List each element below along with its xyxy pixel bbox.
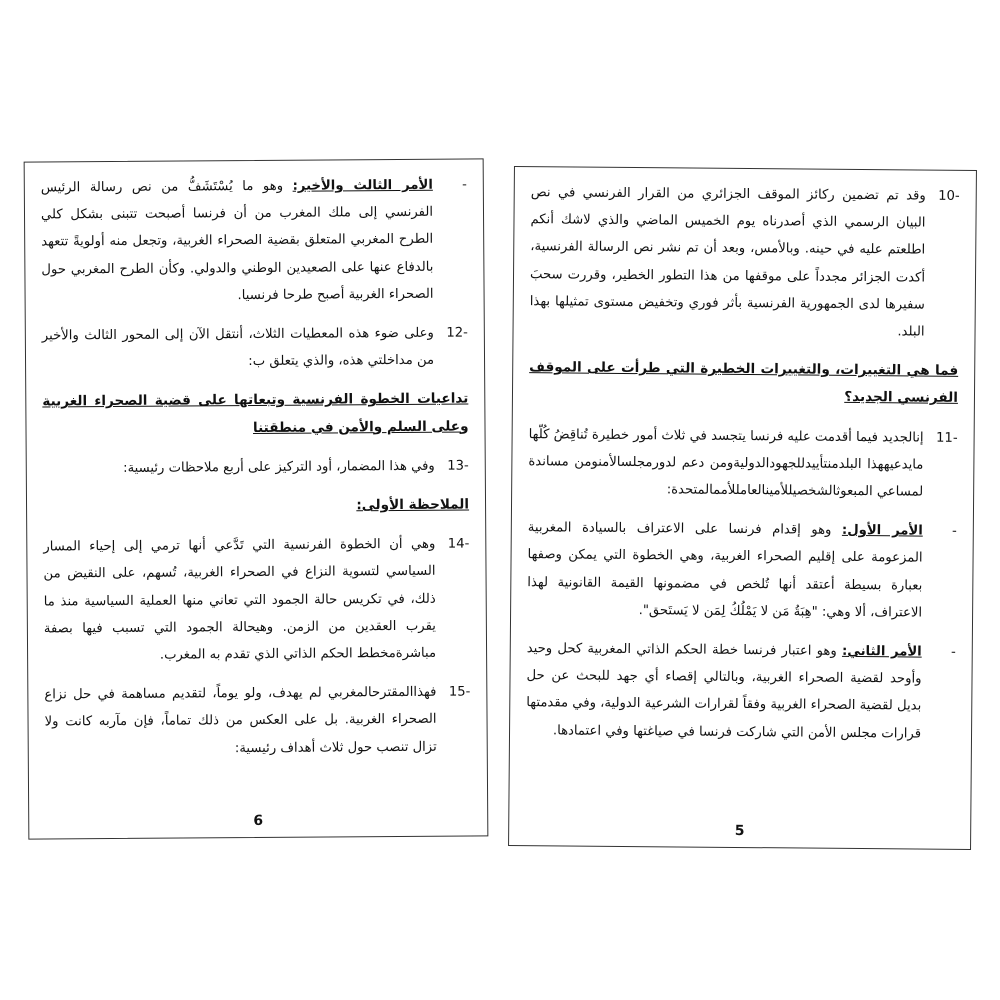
- paragraph-text: وهو ما يُسْتَشَفُّ من نص رسالة الرئيس الفرنسي إلى ملك المغرب من أن فرنسا أصبحت تتبنى بشكل كلي الطرح المغربي المتعلق بقضية الصحراء الغربية، وتجعل منه أولويةً تتعهد بالدفاع عنها على الصعيدين الوطني والدولي. وكأن الطرح المغربي حول الصحراء الغربية أصبح طرحا فرنسيا.: [40, 178, 434, 303]
- paragraph-second-matter: [526, 635, 956, 748]
- section-heading-first-remark: الملاحظة الأولى:: [356, 496, 470, 514]
- paragraph-11: [528, 421, 958, 506]
- paragraph-text: وقد تم تضمين ركائز الموقف الجزائري من القرار الفرنسي في نص البيان الرسمي الذي أصدرناه يوم الخميس الماضي والذي لاشك أنكم اطلعتم عليه في حينه. وبالأمس، وبعد أن تم نشر نص الرسالة الفرنسية، أكدت الجزائر مجدداً على موقفها من هذا التطور الخطير، وقررت سحبَ سفيرها لدى الجمهورية الفرنسية بأثر فوري وتخفيض مستوى تمثيلها بهذا البلد.: [529, 185, 926, 340]
- page-number: 5: [734, 822, 745, 840]
- document-page-5: [508, 166, 977, 850]
- section-heading-changes: فما هي التغييرات، والتغييرات الخطيرة التي طرأت على الموقف الفرنسي الجديد؟: [529, 359, 959, 407]
- paragraph-number: -12: [446, 325, 468, 341]
- paragraph-number: -: [951, 524, 957, 540]
- paragraph-text: إنالجديد فيما أقدمت عليه فرنسا يتجسد في ثلاث أمور خطيرة تُناقِضُ كُلّها مايدعيههذا البلدمنتأييدللجهودالدوليةومن دعم لدورمجلسالأمنومن مساندة لمساعي المبعوثالشخصيللأمينالعامللأممالمتحدة:: [528, 426, 924, 500]
- paragraph-14: [43, 531, 470, 670]
- paragraph-lead: الأمر الثاني:: [841, 643, 922, 660]
- paragraph-third-matter: [41, 172, 468, 311]
- paragraph-number: -15: [448, 684, 471, 700]
- paragraph-text: فهذاالمقترحالمغربي لم يهدف، ولو يوماً، لتقديم مساهمة في حل نزاع الصحراء الغربية. بل على العكس من ذلك تماماً، فإن مآربه كانت ولا تزال تنصب حول ثلاث أهداف رئيسية:: [44, 684, 437, 756]
- paragraph-number: -10: [938, 188, 960, 204]
- paragraph-lead: الأمر الأول:: [841, 523, 923, 539]
- paragraph-number: -14: [447, 536, 470, 552]
- paragraph-text: وهو اعتبار فرنسا خطة الحكم الذاتي المغربية كحل وحيد وأوحد لقضية الصحراء الغربية، وبالتالي إقصاء أي جهد للبحث عن حل بديل لقضية الصحراء الغربية وفقاً لقرارات الشرعية الدولية، وفي مقدمتها قرارات مجلس الأمن التي شاركت فرنسا في صياغتها وفي اعتمادها.: [526, 641, 922, 742]
- paragraph-12: [42, 320, 468, 377]
- paragraph-10: [529, 179, 959, 346]
- page-6-body: [41, 172, 471, 805]
- page-5-body: [525, 179, 959, 815]
- paragraph-text: وهي أن الخطوة الفرنسية التي تَدَّعي أنها ترمي إلى إحياء المسار السياسي لتسوية النزاع في الصحراء الغربية، تُسهم، على النقيض من ذلك، في تكريس حالة الجمود التي تعاني منها العملية السياسية منذ ما يقرب العقدين من الزمن. وهيحالة الجمود التي تسبب فيها بصفة مباشرةمخطط الحكم الذاتي الذي تقدم به المغرب.: [43, 536, 437, 663]
- paragraph-number: -: [950, 644, 956, 660]
- paragraph-lead: الأمر الثالث والأخير:: [292, 177, 433, 194]
- document-page-6: [24, 158, 489, 839]
- paragraph-number: -11: [936, 430, 958, 446]
- paragraph-15: [44, 679, 471, 764]
- paragraph-text: وعلى ضوء هذه المعطيات الثلاث، أنتقل الآن إلى المحور الثالث والأخير من مداخلتي هذه، والذي يتعلق ب:: [41, 325, 435, 370]
- paragraph-first-matter: [527, 514, 957, 627]
- paragraph-number: -13: [447, 458, 469, 474]
- paragraph-text: وهو إقدام فرنسا على الاعتراف بالسيادة المغربية المزعومة على إقليم الصحراء الغربية، وهي الخطوة التي يمكن وصفها بعبارة بسيطة أعتقد أنها تُلخص في مضمونها القيمة القانونية لهذا الاعتراف، ألا وهي: "هِبَةُ مَن لا يَمْلُكُ لِمَن لا يَستَحق".: [527, 520, 923, 621]
- page-number: 6: [253, 812, 264, 830]
- paragraph-text: وفي هذا المضمار، أود التركيز على أربع ملاحظات رئيسية:: [123, 458, 435, 476]
- paragraph-13: [43, 452, 469, 482]
- paragraph-number: -: [461, 177, 467, 193]
- section-heading-consequences: تداعيات الخطوة الفرنسية وتبعاتها على قضية الصحراء الغربية وعلى السلم والأمن في منطقتنا: [42, 390, 469, 436]
